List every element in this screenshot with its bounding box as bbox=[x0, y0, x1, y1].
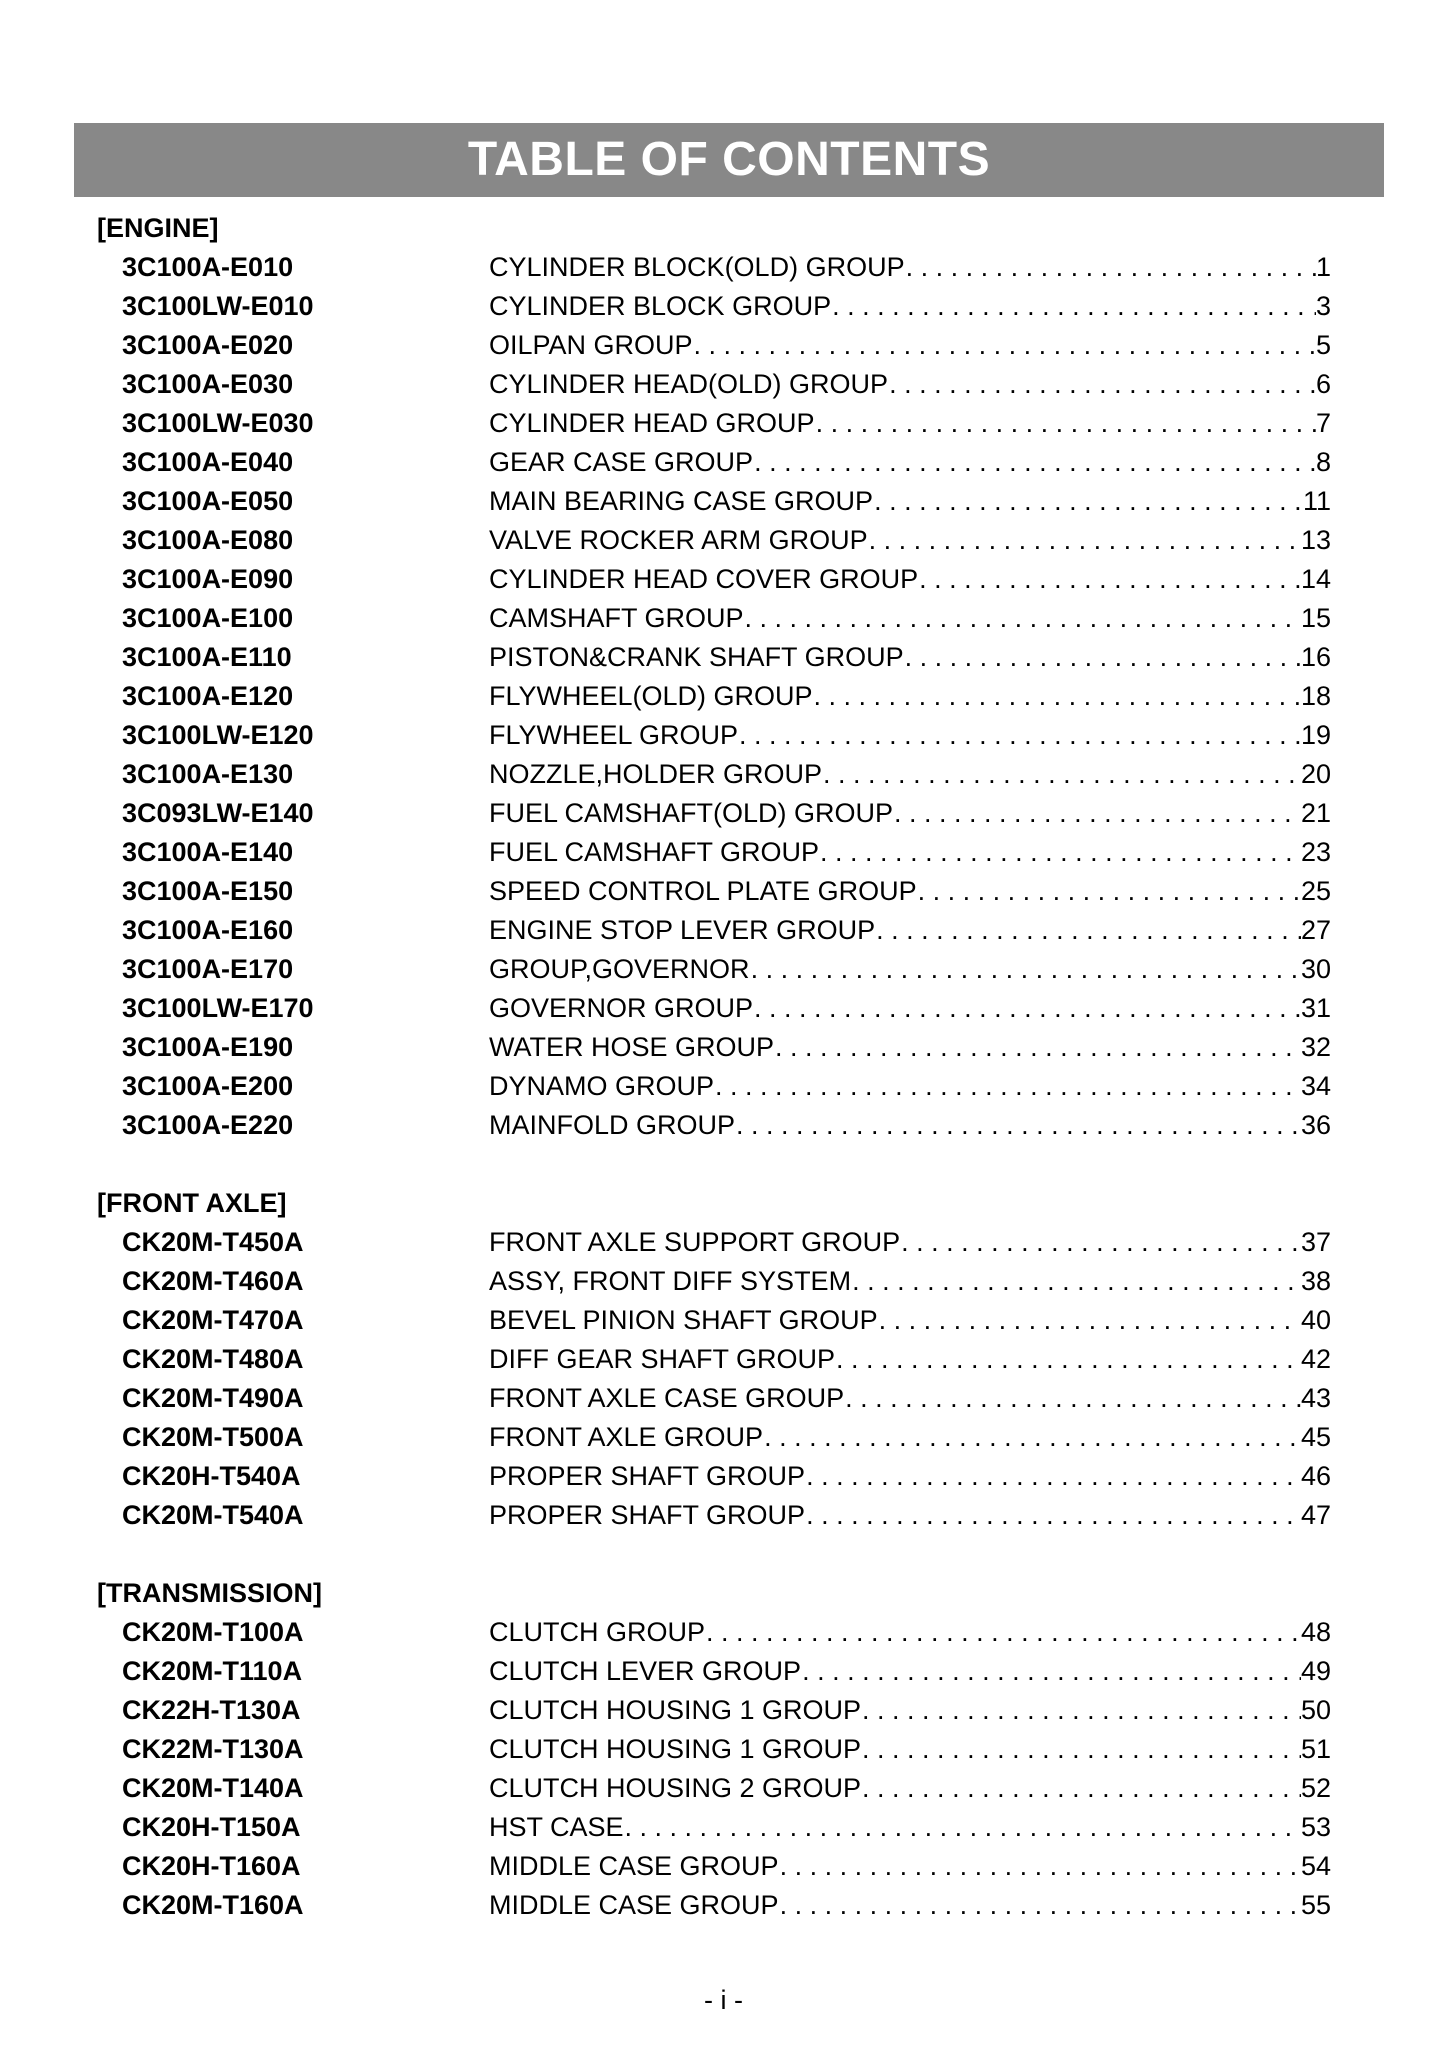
entry-line bbox=[489, 1457, 1331, 1496]
entry-line bbox=[489, 677, 1331, 716]
group-title: GOVERNOR GROUP bbox=[489, 993, 754, 1023]
dot-leader bbox=[801, 1652, 1301, 1691]
page-number: 27 bbox=[1300, 915, 1331, 945]
dot-leader bbox=[805, 1496, 1301, 1535]
dot-leader bbox=[805, 1457, 1301, 1496]
group-title: PROPER SHAFT GROUP bbox=[489, 1500, 806, 1530]
toc-entry[interactable] bbox=[0, 443, 1447, 482]
dot-leader bbox=[779, 1886, 1301, 1925]
part-code: 3C100A-E200 bbox=[122, 1071, 294, 1101]
group-title: FRONT AXLE SUPPORT GROUP bbox=[489, 1227, 901, 1257]
entry-line bbox=[489, 794, 1331, 833]
page-number: 38 bbox=[1300, 1266, 1331, 1296]
page-number: 7 bbox=[1315, 408, 1331, 438]
part-code: 3C100A-E130 bbox=[122, 759, 294, 789]
page-number: 42 bbox=[1300, 1344, 1331, 1374]
page-number: 31 bbox=[1300, 993, 1331, 1023]
entry-line bbox=[489, 950, 1331, 989]
page-number: 51 bbox=[1300, 1734, 1331, 1764]
group-title: MIDDLE CASE GROUP bbox=[489, 1890, 779, 1920]
page-number: 47 bbox=[1300, 1500, 1331, 1530]
toc-entry[interactable] bbox=[0, 1340, 1447, 1379]
dot-leader bbox=[904, 638, 1301, 677]
dot-leader bbox=[819, 833, 1301, 872]
entry-line bbox=[489, 1808, 1331, 1847]
toc-entry[interactable] bbox=[0, 1886, 1447, 1925]
toc-entry[interactable] bbox=[0, 794, 1447, 833]
entry-line bbox=[489, 599, 1331, 638]
group-title: CYLINDER BLOCK GROUP bbox=[489, 291, 832, 321]
toc-entry[interactable] bbox=[0, 248, 1447, 287]
toc-entry[interactable] bbox=[0, 1379, 1447, 1418]
page-number-footer: - i - bbox=[704, 1985, 743, 2015]
part-code: CK20M-T460A bbox=[122, 1266, 304, 1296]
dot-leader bbox=[831, 287, 1316, 326]
entry-line bbox=[489, 326, 1331, 365]
entry-line bbox=[489, 1223, 1331, 1262]
page-number: 36 bbox=[1300, 1110, 1331, 1140]
dot-leader bbox=[813, 677, 1301, 716]
dot-leader bbox=[893, 794, 1301, 833]
dot-leader bbox=[844, 1379, 1301, 1418]
group-title: WATER HOSE GROUP bbox=[489, 1032, 775, 1062]
entry-line bbox=[489, 911, 1331, 950]
part-code: CK20M-T470A bbox=[122, 1305, 304, 1335]
entry-line bbox=[489, 1262, 1331, 1301]
group-title: FRONT AXLE GROUP bbox=[489, 1422, 764, 1452]
page-number: 5 bbox=[1315, 330, 1331, 360]
part-code: 3C100A-E150 bbox=[122, 876, 294, 906]
page-number: 3 bbox=[1315, 291, 1331, 321]
toc-entry[interactable] bbox=[0, 989, 1447, 1028]
page-number: 30 bbox=[1300, 954, 1331, 984]
part-code: CK22H-T130A bbox=[122, 1695, 301, 1725]
entry-line bbox=[489, 365, 1331, 404]
part-code: 3C100A-E040 bbox=[122, 447, 294, 477]
part-code: 3C100A-E010 bbox=[122, 252, 294, 282]
toc-entry[interactable] bbox=[0, 1691, 1447, 1730]
part-code: 3C100A-E100 bbox=[122, 603, 294, 633]
toc-entry[interactable] bbox=[0, 1106, 1447, 1145]
group-title: NOZZLE,HOLDER GROUP bbox=[489, 759, 823, 789]
page-number: 13 bbox=[1300, 525, 1331, 555]
toc-entry[interactable] bbox=[0, 1769, 1447, 1808]
page-number: 14 bbox=[1300, 564, 1331, 594]
page-number: 15 bbox=[1300, 603, 1331, 633]
dot-leader bbox=[868, 521, 1301, 560]
group-title: FLYWHEEL GROUP bbox=[489, 720, 739, 750]
page-number: 23 bbox=[1300, 837, 1331, 867]
dot-leader bbox=[851, 1262, 1301, 1301]
toc-entry[interactable] bbox=[0, 1730, 1447, 1769]
entry-line bbox=[489, 872, 1331, 911]
toc-entry[interactable] bbox=[0, 1418, 1447, 1457]
toc-entry[interactable] bbox=[0, 521, 1447, 560]
entry-line bbox=[489, 1340, 1331, 1379]
part-code: 3C100A-E220 bbox=[122, 1110, 294, 1140]
dot-leader bbox=[750, 950, 1301, 989]
entry-line bbox=[489, 833, 1331, 872]
toc-entry[interactable] bbox=[0, 1262, 1447, 1301]
page-number: 34 bbox=[1300, 1071, 1331, 1101]
page-number: 25 bbox=[1300, 876, 1331, 906]
toc-entry[interactable] bbox=[0, 677, 1447, 716]
group-title: CLUTCH HOUSING 2 GROUP bbox=[489, 1773, 862, 1803]
toc-entry[interactable] bbox=[0, 1847, 1447, 1886]
part-code: 3C100A-E190 bbox=[122, 1032, 294, 1062]
entry-line bbox=[489, 1379, 1331, 1418]
part-code: 3C093LW-E140 bbox=[122, 798, 314, 828]
page-number: 50 bbox=[1300, 1695, 1331, 1725]
dot-leader bbox=[875, 911, 1301, 950]
entry-line bbox=[489, 716, 1331, 755]
dot-leader bbox=[753, 989, 1301, 1028]
page-number: 21 bbox=[1300, 798, 1331, 828]
entry-line bbox=[489, 482, 1331, 521]
part-code: 3C100A-E020 bbox=[122, 330, 294, 360]
part-code: CK20H-T150A bbox=[122, 1812, 301, 1842]
section-spacer bbox=[0, 1145, 1447, 1184]
dot-leader bbox=[693, 326, 1316, 365]
dot-leader bbox=[861, 1691, 1301, 1730]
toc-entry[interactable] bbox=[0, 599, 1447, 638]
dot-leader bbox=[624, 1808, 1301, 1847]
toc-entry[interactable] bbox=[0, 1301, 1447, 1340]
part-code: 3C100A-E030 bbox=[122, 369, 294, 399]
group-title: ASSY, FRONT DIFF SYSTEM bbox=[489, 1266, 852, 1296]
part-code: CK20M-T480A bbox=[122, 1344, 304, 1374]
entry-line bbox=[489, 1769, 1331, 1808]
part-code: 3C100A-E110 bbox=[122, 642, 292, 672]
part-code: CK20M-T100A bbox=[122, 1617, 304, 1647]
section-heading: [FRONT AXLE] bbox=[97, 1188, 287, 1218]
group-title: GEAR CASE GROUP bbox=[489, 447, 754, 477]
entry-line bbox=[489, 1886, 1331, 1925]
entry-line bbox=[489, 1652, 1331, 1691]
dot-leader bbox=[779, 1847, 1301, 1886]
part-code: 3C100A-E080 bbox=[122, 525, 294, 555]
entry-line bbox=[489, 404, 1331, 443]
section-heading: [ENGINE] bbox=[97, 213, 219, 243]
group-title: CLUTCH HOUSING 1 GROUP bbox=[489, 1734, 862, 1764]
toc-entry[interactable] bbox=[0, 482, 1447, 521]
dot-leader bbox=[905, 248, 1316, 287]
toc-entry[interactable] bbox=[0, 560, 1447, 599]
group-title: MIDDLE CASE GROUP bbox=[489, 1851, 779, 1881]
dot-leader bbox=[815, 404, 1316, 443]
group-title: MAINFOLD GROUP bbox=[489, 1110, 736, 1140]
entry-line bbox=[489, 560, 1331, 599]
toc-entry[interactable] bbox=[0, 638, 1447, 677]
dot-leader bbox=[835, 1340, 1301, 1379]
part-code: 3C100LW-E170 bbox=[122, 993, 314, 1023]
entry-line bbox=[489, 443, 1331, 482]
dot-leader bbox=[878, 1301, 1301, 1340]
group-title: CLUTCH HOUSING 1 GROUP bbox=[489, 1695, 862, 1725]
group-title: CYLINDER HEAD COVER GROUP bbox=[489, 564, 919, 594]
group-title: OILPAN GROUP bbox=[489, 330, 693, 360]
toc-entry[interactable] bbox=[0, 1652, 1447, 1691]
group-title: FRONT AXLE CASE GROUP bbox=[489, 1383, 845, 1413]
dot-leader bbox=[861, 1769, 1301, 1808]
part-code: CK20M-T500A bbox=[122, 1422, 304, 1452]
page-number: 45 bbox=[1300, 1422, 1331, 1452]
dot-leader bbox=[738, 716, 1301, 755]
entry-line bbox=[489, 1301, 1331, 1340]
toc-entry[interactable] bbox=[0, 1067, 1447, 1106]
entry-line bbox=[489, 638, 1331, 677]
section-heading: [TRANSMISSION] bbox=[97, 1578, 322, 1608]
entry-line bbox=[489, 1847, 1331, 1886]
toc-entry[interactable] bbox=[0, 1028, 1447, 1067]
entry-line bbox=[489, 1418, 1331, 1457]
group-title: DYNAMO GROUP bbox=[489, 1071, 715, 1101]
group-title: PISTON&CRANK SHAFT GROUP bbox=[489, 642, 904, 672]
page-number: 19 bbox=[1300, 720, 1331, 750]
dot-leader bbox=[888, 365, 1316, 404]
toc-entry[interactable] bbox=[0, 911, 1447, 950]
group-title: FUEL CAMSHAFT(OLD) GROUP bbox=[489, 798, 894, 828]
toc-entry[interactable] bbox=[0, 1457, 1447, 1496]
part-code: 3C100LW-E010 bbox=[122, 291, 314, 321]
group-title: CYLINDER HEAD(OLD) GROUP bbox=[489, 369, 889, 399]
part-code: 3C100LW-E120 bbox=[122, 720, 314, 750]
part-code: CK20H-T540A bbox=[122, 1461, 301, 1491]
entry-line bbox=[489, 755, 1331, 794]
page-number: 54 bbox=[1300, 1851, 1331, 1881]
dot-leader bbox=[774, 1028, 1301, 1067]
toc-entry[interactable] bbox=[0, 716, 1447, 755]
group-title: CLUTCH GROUP bbox=[489, 1617, 706, 1647]
group-title: HST CASE bbox=[489, 1812, 624, 1842]
section-spacer bbox=[0, 1535, 1447, 1574]
part-code: CK20M-T540A bbox=[122, 1500, 304, 1530]
part-code: CK22M-T130A bbox=[122, 1734, 304, 1764]
toc-entry[interactable] bbox=[0, 755, 1447, 794]
part-code: 3C100A-E050 bbox=[122, 486, 294, 516]
page-number: 20 bbox=[1300, 759, 1331, 789]
toc-entry[interactable] bbox=[0, 1223, 1447, 1262]
group-title: CYLINDER BLOCK(OLD) GROUP bbox=[489, 252, 905, 282]
dot-leader bbox=[900, 1223, 1301, 1262]
page-number: 16 bbox=[1300, 642, 1331, 672]
entry-line bbox=[489, 248, 1331, 287]
entry-line bbox=[489, 287, 1331, 326]
part-code: CK20M-T110A bbox=[122, 1656, 303, 1686]
entry-line bbox=[489, 1028, 1331, 1067]
page-number: 53 bbox=[1300, 1812, 1331, 1842]
dot-leader bbox=[873, 482, 1303, 521]
toc-entry[interactable] bbox=[0, 1496, 1447, 1535]
toc-entry[interactable] bbox=[0, 950, 1447, 989]
dot-leader bbox=[735, 1106, 1301, 1145]
part-code: 3C100A-E120 bbox=[122, 681, 294, 711]
page-number: 49 bbox=[1300, 1656, 1331, 1686]
group-title: PROPER SHAFT GROUP bbox=[489, 1461, 806, 1491]
entry-line bbox=[489, 1496, 1331, 1535]
page-number: 46 bbox=[1300, 1461, 1331, 1491]
group-title: SPEED CONTROL PLATE GROUP bbox=[489, 876, 917, 906]
part-code: 3C100LW-E030 bbox=[122, 408, 314, 438]
entry-line bbox=[489, 1730, 1331, 1769]
part-code: CK20M-T160A bbox=[122, 1890, 304, 1920]
entry-line bbox=[489, 521, 1331, 560]
toc-entry[interactable] bbox=[0, 833, 1447, 872]
toc-entry[interactable] bbox=[0, 404, 1447, 443]
table-of-contents bbox=[0, 209, 1447, 1925]
group-title: FLYWHEEL(OLD) GROUP bbox=[489, 681, 813, 711]
dot-leader bbox=[714, 1067, 1301, 1106]
page-number: 55 bbox=[1300, 1890, 1331, 1920]
group-title: CYLINDER HEAD GROUP bbox=[489, 408, 815, 438]
page-number: 18 bbox=[1300, 681, 1331, 711]
entry-line bbox=[489, 1067, 1331, 1106]
page-number: 8 bbox=[1315, 447, 1331, 477]
toc-entry[interactable] bbox=[0, 1613, 1447, 1652]
page-title: TABLE OF CONTENTS bbox=[74, 123, 1384, 197]
dot-leader bbox=[918, 560, 1301, 599]
part-code: CK20M-T140A bbox=[122, 1773, 304, 1803]
dot-leader bbox=[753, 443, 1316, 482]
dot-leader bbox=[705, 1613, 1301, 1652]
dot-leader bbox=[763, 1418, 1301, 1457]
group-title: MAIN BEARING CASE GROUP bbox=[489, 486, 874, 516]
part-code: 3C100A-E140 bbox=[122, 837, 294, 867]
group-title: CAMSHAFT GROUP bbox=[489, 603, 744, 633]
page-number: 32 bbox=[1300, 1032, 1331, 1062]
part-code: 3C100A-E170 bbox=[122, 954, 294, 984]
page-number: 43 bbox=[1300, 1383, 1331, 1413]
dot-leader bbox=[861, 1730, 1301, 1769]
page-number: 40 bbox=[1300, 1305, 1331, 1335]
group-title: ENGINE STOP LEVER GROUP bbox=[489, 915, 876, 945]
part-code: CK20M-T490A bbox=[122, 1383, 304, 1413]
toc-entry[interactable] bbox=[0, 287, 1447, 326]
page-number: 11 bbox=[1302, 486, 1331, 516]
dot-leader bbox=[744, 599, 1301, 638]
page-number: 6 bbox=[1315, 369, 1331, 399]
group-title: GROUP,GOVERNOR bbox=[489, 954, 750, 984]
group-title: DIFF GEAR SHAFT GROUP bbox=[489, 1344, 836, 1374]
entry-line bbox=[489, 1106, 1331, 1145]
group-title: VALVE ROCKER ARM GROUP bbox=[489, 525, 868, 555]
page-number: 37 bbox=[1300, 1227, 1331, 1257]
toc-entry[interactable] bbox=[0, 326, 1447, 365]
part-code: CK20H-T160A bbox=[122, 1851, 301, 1881]
page-number: 52 bbox=[1300, 1773, 1331, 1803]
page-number: 1 bbox=[1315, 252, 1331, 282]
toc-entry[interactable] bbox=[0, 365, 1447, 404]
group-title: BEVEL PINION SHAFT GROUP bbox=[489, 1305, 878, 1335]
entry-line bbox=[489, 1691, 1331, 1730]
group-title: CLUTCH LEVER GROUP bbox=[489, 1656, 802, 1686]
dot-leader bbox=[917, 872, 1301, 911]
entry-line bbox=[489, 989, 1331, 1028]
part-code: 3C100A-E090 bbox=[122, 564, 294, 594]
toc-entry[interactable] bbox=[0, 872, 1447, 911]
dot-leader bbox=[822, 755, 1301, 794]
page-number: 48 bbox=[1300, 1617, 1331, 1647]
part-code: 3C100A-E160 bbox=[122, 915, 294, 945]
group-title: FUEL CAMSHAFT GROUP bbox=[489, 837, 820, 867]
part-code: CK20M-T450A bbox=[122, 1227, 304, 1257]
entry-line bbox=[489, 1613, 1331, 1652]
toc-entry[interactable] bbox=[0, 1808, 1447, 1847]
